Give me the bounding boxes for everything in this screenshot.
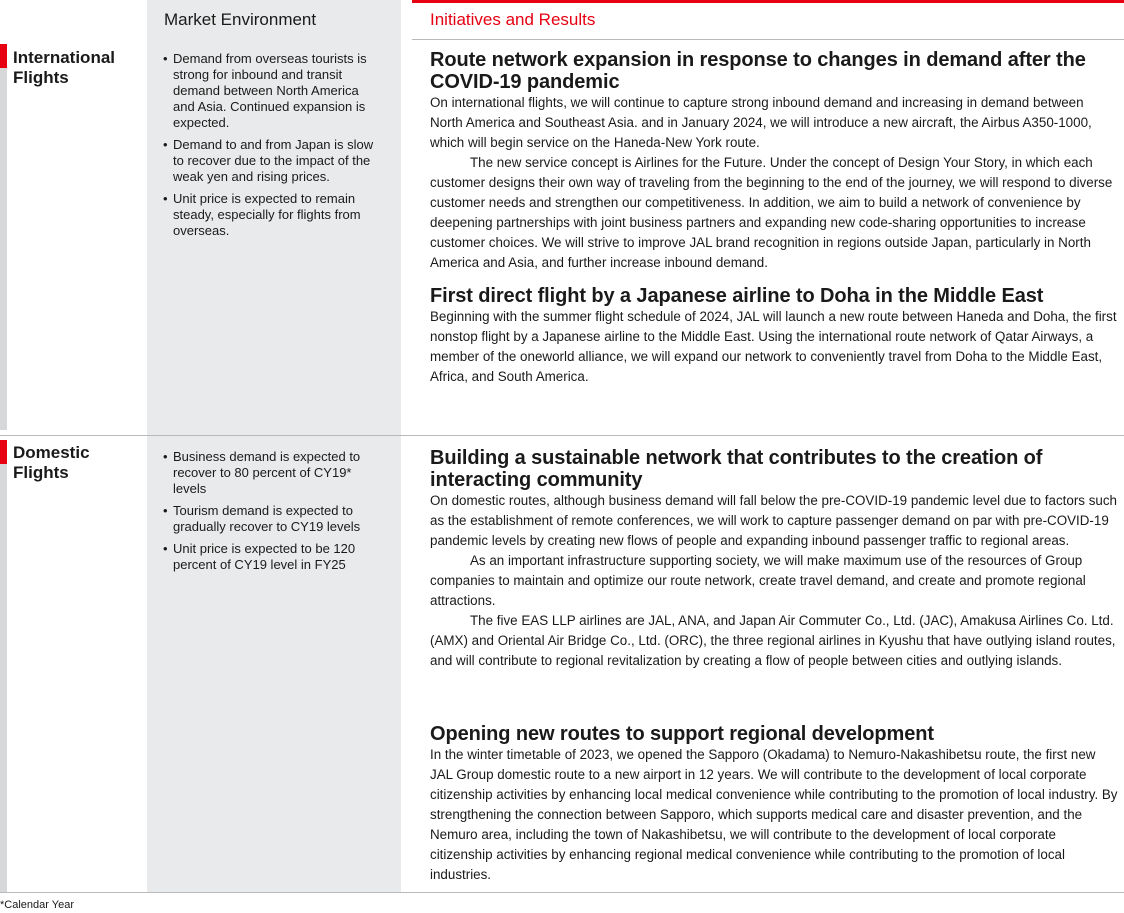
domestic-market-list: [163, 449, 381, 579]
domestic-label-line1: Domestic: [13, 443, 90, 462]
initiative-paragraph: As an important infrastructure supporting society, we will make maximum use of the resources of Group companies to maintain and optimize our route network, create travel demand, and create and promote regional attractions.: [430, 553, 1086, 608]
initiative-heading: First direct flight by a Japanese airline to Doha in the Middle East: [430, 285, 1044, 307]
initiative-paragraph: Beginning with the summer flight schedule of 2024, JAL will launch a new route between Haneda and Doha, the first nonstop flight by a Japanese airline to the Middle East. Using the international route network of Qatar Airways, a member of the oneworld alliance, we will expand our network to conveniently travel from Doha to the Middle East, Africa, and South America.: [430, 309, 1117, 384]
list-item: • Unit price is expected to be 120 percent of CY19 level in FY25: [163, 541, 381, 573]
initiative-heading: Route network expansion in response to changes in demand after the COVID-19 pandemic: [430, 49, 1086, 93]
initiative-paragraph: The five EAS LLP airlines are JAL, ANA, and Japan Air Commuter Co., Ltd. (JAC), Amakusa Airlines Co. Ltd. (AMX) and Oriental Air Bridge Co., Ltd. (ORC), the three regional airlines in Kyushu that have outlying island routes, and will contribute to regional revitalization by creating a flow of people between cities and outlying islands.: [430, 613, 1116, 668]
initiative-paragraph: On domestic routes, although business demand will fall below the pre-COVID-19 pandemic level due to factors such as the establishment of remote conferences, we will work to capture passenger demand on par with pre-COVID-19 pandemic levels by creating new flows of people and expanding inbound passenger traffic to regional areas.: [430, 493, 1117, 548]
list-item: • Unit price is expected to remain steady, especially for flights from overseas.: [163, 191, 381, 239]
domestic-label-line2: Flights: [13, 463, 69, 482]
initiatives-header-rule: [412, 0, 1124, 3]
international-side-bar: [0, 44, 7, 430]
domestic-initiative-1: [430, 447, 1120, 671]
header-divider: [412, 39, 1124, 40]
international-market-list: [163, 51, 381, 245]
international-red-marker: [0, 44, 7, 68]
initiative-heading: Building a sustainable network that contributes to the creation of interacting community: [430, 447, 1043, 491]
initiative-paragraph: The new service concept is Airlines for the Future. Under the concept of Design Your Story, in which each customer designs their own way of traveling from the beginning to the end of the journey, we will respond to diverse customer needs and strengthen our competitiveness. In addition, we aim to build a network of convenience by deepening partnerships with joint business partners and expanding new code-sharing opportunities to increase customer choices. We will strive to improve JAL brand recognition in regions outside Japan, particularly in North America and Asia, and further increase inbound demand.: [430, 155, 1113, 270]
list-item: • Tourism demand is expected to gradually recover to CY19 levels: [163, 503, 381, 535]
domestic-flights-label: [13, 443, 90, 483]
initiative-heading: Opening new routes to support regional development: [430, 723, 934, 745]
international-label-line1: International: [13, 48, 116, 67]
international-initiative-1: [430, 49, 1120, 273]
footnote: *Calendar Year: [0, 899, 75, 911]
initiatives-results-header: Initiatives and Results: [430, 10, 596, 29]
section-divider: [0, 435, 1124, 436]
domestic-initiative-2: [430, 723, 1120, 885]
market-environment-header: Market Environment: [164, 10, 317, 29]
list-item: • Demand from overseas tourists is strong for inbound and transit demand between North America and Asia. Continued expansion is expected.: [163, 51, 381, 131]
domestic-side-bar: [0, 440, 7, 892]
list-item: • Demand to and from Japan is slow to recover due to the impact of the weak yen and rising prices.: [163, 137, 381, 185]
international-flights-label: [13, 48, 115, 88]
international-label-line2: Flights: [13, 68, 69, 87]
initiative-paragraph: On international flights, we will continue to capture strong inbound demand and increasing in demand between North America and Southeast Asia. and in January 2024, we will introduce a new aircraft, the Airbus A350-1000, which will begin service on the Haneda-New York route.: [430, 95, 1092, 150]
international-initiative-2: [430, 285, 1120, 387]
list-item: • Business demand is expected to recover to 80 percent of CY19* levels: [163, 449, 381, 497]
initiative-paragraph: In the winter timetable of 2023, we opened the Sapporo (Okadama) to Nemuro-Nakashibetsu route, the first new JAL Group domestic route to a new airport in 12 years. We will contribute to the development of local corporate citizenship activities by enhancing local medical convenience while contributing to the promotion of local industry. By strengthening the connection between Sapporo, which supports medical care and disaster prevention, and the Nemuro area, including the town of Nakashibetsu, we will contribute to the development of local corporate citizenship activities by enhancing regional medical convenience while contributing to the promotion of local industries.: [430, 747, 1118, 882]
bottom-divider: [0, 892, 1124, 893]
domestic-red-marker: [0, 440, 7, 464]
